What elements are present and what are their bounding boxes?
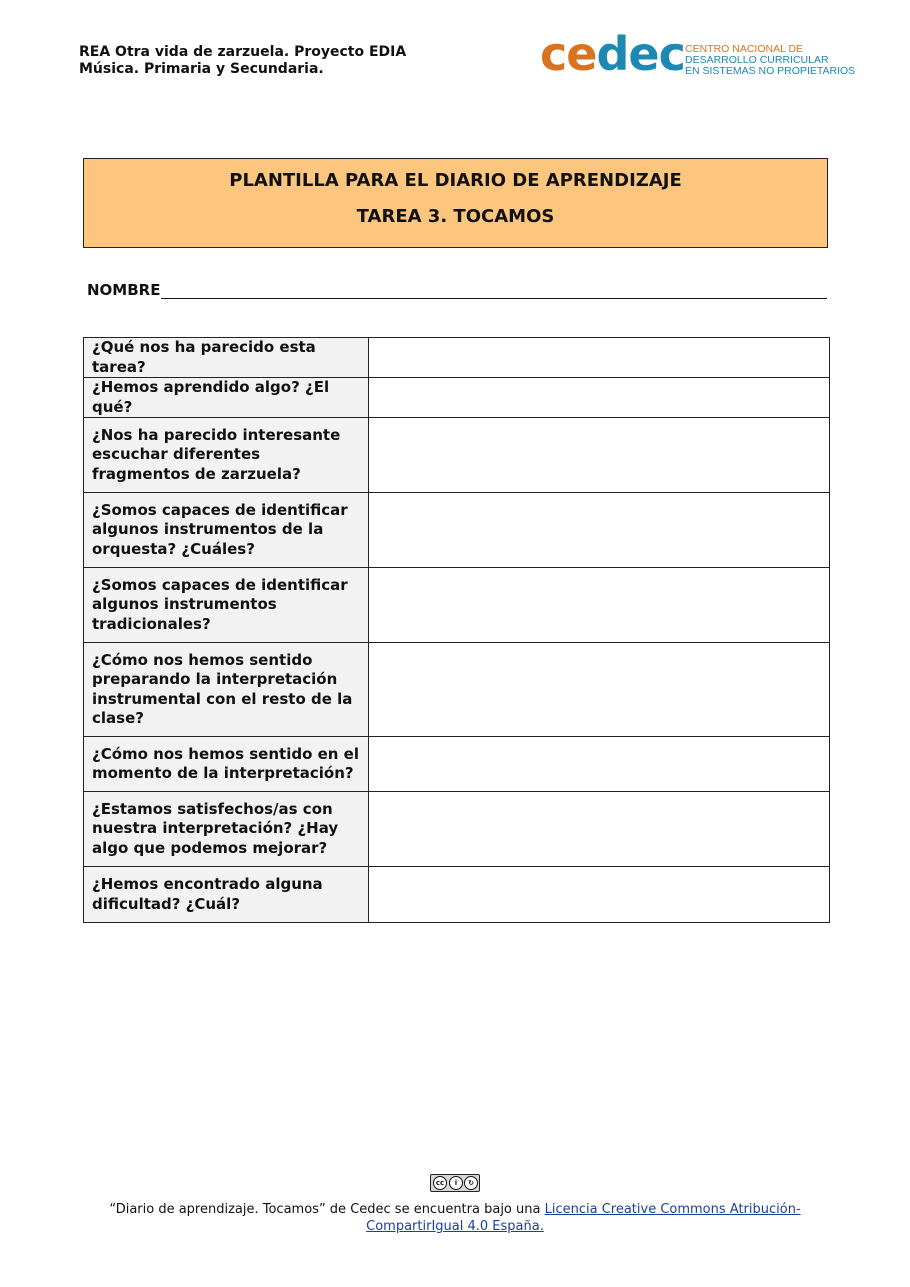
answer-cell[interactable] bbox=[369, 493, 830, 568]
title-task: TAREA 3. TOCAMOS bbox=[356, 206, 555, 227]
title-main: PLANTILLA PARA EL DIARIO DE APRENDIZAJE bbox=[229, 170, 682, 191]
answer-cell[interactable] bbox=[369, 338, 830, 378]
answer-cell[interactable] bbox=[369, 737, 830, 792]
question-text: ¿Somos capaces de identificar algunos instrumentos tradicionales? bbox=[84, 568, 369, 643]
answer-cell[interactable] bbox=[369, 378, 830, 418]
question-text: ¿Estamos satisfechos/as con nuestra interpretación? ¿Hay algo que podemos mejorar? bbox=[84, 792, 369, 867]
header-line-2: Música. Primaria y Secundaria. bbox=[79, 61, 324, 77]
license-link-continued[interactable]: CompartirIgual 4.0 España. bbox=[366, 1219, 544, 1234]
name-label: NOMBRE bbox=[87, 281, 161, 299]
answer-cell[interactable] bbox=[369, 792, 830, 867]
question-row bbox=[84, 418, 830, 493]
answer-cell[interactable] bbox=[369, 418, 830, 493]
license-footer bbox=[0, 1174, 910, 1235]
question-row bbox=[84, 568, 830, 643]
question-row bbox=[84, 378, 830, 418]
cc-license-icon: cc i ↻ bbox=[430, 1174, 480, 1192]
answer-cell[interactable] bbox=[369, 643, 830, 737]
question-text: ¿Qué nos ha parecido esta tarea? bbox=[84, 338, 369, 378]
question-text: ¿Cómo nos hemos sentido en el momento de la interpretación? bbox=[84, 737, 369, 792]
question-text: ¿Nos ha parecido interesante escuchar diferentes fragmentos de zarzuela? bbox=[84, 418, 369, 493]
license-text: “Diario de aprendizaje. Tocamos” de Cedec se encuentra bajo una bbox=[109, 1202, 545, 1217]
question-row bbox=[84, 737, 830, 792]
document-header bbox=[79, 44, 406, 78]
cedec-logo-subtitle: CENTRO NACIONAL DE DESARROLLO CURRICULAR EN SISTEMAS NO PROPIETARIOS bbox=[685, 43, 856, 77]
question-row bbox=[84, 643, 830, 737]
title-box bbox=[83, 158, 828, 248]
question-row bbox=[84, 867, 830, 923]
answer-cell[interactable] bbox=[369, 568, 830, 643]
questions-table bbox=[83, 337, 830, 923]
question-text: ¿Somos capaces de identificar algunos instrumentos de la orquesta? ¿Cuáles? bbox=[84, 493, 369, 568]
name-field[interactable] bbox=[87, 281, 827, 299]
cedec-logo-word: cedec bbox=[540, 27, 685, 81]
question-text: ¿Cómo nos hemos sentido preparando la interpretación instrumental con el resto de la clase? bbox=[84, 643, 369, 737]
name-underline[interactable] bbox=[161, 284, 827, 299]
question-row bbox=[84, 792, 830, 867]
answer-cell[interactable] bbox=[369, 867, 830, 923]
question-text: ¿Hemos encontrado alguna dificultad? ¿Cuál? bbox=[84, 867, 369, 923]
question-row bbox=[84, 493, 830, 568]
header-line-1: REA Otra vida de zarzuela. Proyecto EDIA bbox=[79, 44, 407, 60]
license-link[interactable]: Licencia Creative Commons Atribución- bbox=[544, 1202, 801, 1217]
question-row bbox=[84, 338, 830, 378]
question-text: ¿Hemos aprendido algo? ¿El qué? bbox=[84, 378, 369, 418]
